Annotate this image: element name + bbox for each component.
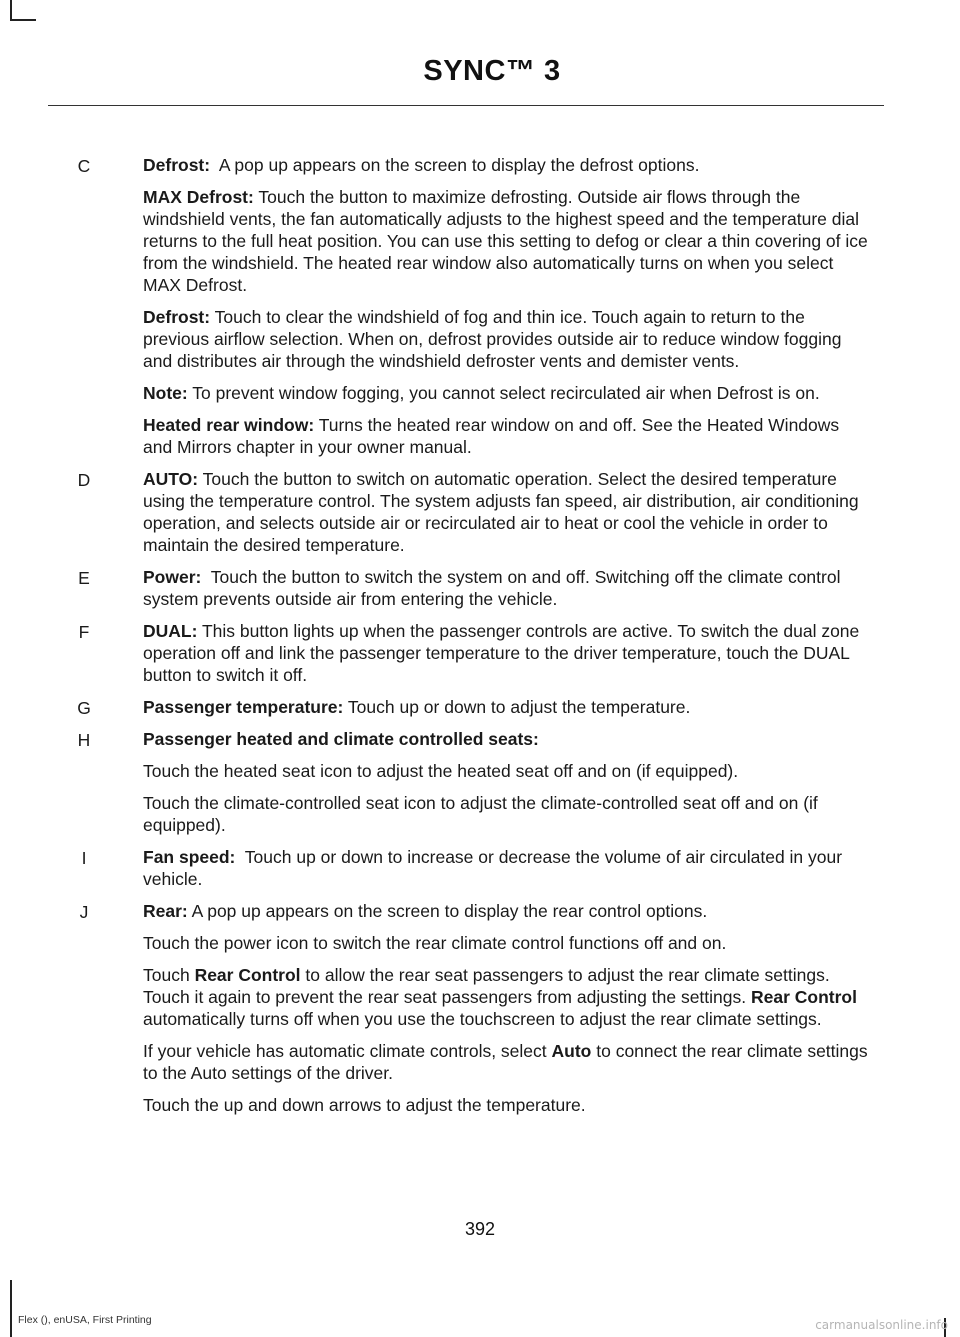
- list-item: [0, 566, 960, 610]
- item-letter: G: [77, 698, 91, 718]
- header-divider: [48, 105, 884, 106]
- watermark: carmanualsonline.info: [815, 1318, 948, 1332]
- item-paragraph: [143, 846, 873, 890]
- item-letter: E: [78, 568, 90, 588]
- body-text: to connect the rear climate settings to the Auto settings of the driver.: [143, 1041, 868, 1083]
- list-item: [0, 728, 960, 836]
- item-paragraph: [143, 468, 873, 556]
- bold-term: Rear Control: [194, 965, 301, 985]
- body-text: Turns the heated rear window on and off. See the Heated Windows and Mirrors chapter in your owner manual.: [143, 415, 845, 457]
- crop-mark-bottom-left: [10, 1280, 12, 1337]
- body-text: Touch up or down to adjust the temperature.: [343, 697, 691, 717]
- item-paragraph: [143, 760, 873, 782]
- item-paragraph: [143, 900, 873, 922]
- body-text: automatically turns off when you use the touchscreen to adjust the rear climate settings.: [143, 1009, 822, 1029]
- list-item: [0, 696, 960, 718]
- item-paragraph: [143, 696, 873, 718]
- bold-term: Passenger temperature:: [143, 697, 344, 717]
- body-text: to allow the rear seat passengers to adjust the rear climate settings. Touch it again to prevent the rear seat passengers from adjusting the settings.: [143, 965, 830, 1007]
- bold-term: Rear:: [143, 901, 188, 921]
- list-item: [0, 846, 960, 890]
- bold-term: Fan speed:: [143, 847, 236, 867]
- bold-term: Passenger heated and climate controlled seats:: [143, 729, 539, 749]
- item-paragraph: [143, 792, 873, 836]
- body-text: Touch to clear the windshield of fog and thin ice. Touch again to return to the previous airflow selection. When on, defrost provides outside air to reduce window fogging and distributes air through the windshield defroster vents and demister vents.: [143, 307, 847, 371]
- item-letter: F: [78, 622, 90, 642]
- page-header-title: SYNC™ 3: [423, 55, 561, 87]
- item-paragraph: [143, 728, 873, 750]
- item-paragraph: [143, 1094, 873, 1116]
- item-paragraph: [143, 620, 873, 686]
- item-letter: D: [77, 470, 91, 490]
- body-text: Touch the button to maximize defrosting. Outside air flows through the windshield vents, the fan automatically adjusts to the highest speed and the temperature dial returns to the full heat position. You can use this setting to defog or clear a thin covering of ice from the windshield. The heated rear window also automatically turns on when you select MAX Defrost.: [143, 187, 873, 295]
- bold-term: Auto: [551, 1041, 592, 1061]
- list-item: [0, 900, 960, 1116]
- list-item: [0, 620, 960, 686]
- crop-mark-top-left: [10, 0, 12, 20]
- body-text: To prevent window fogging, you cannot select recirculated air when Defrost is on.: [187, 383, 820, 403]
- body-text: Touch the up and down arrows to adjust the temperature.: [143, 1095, 586, 1115]
- bold-term: MAX Defrost:: [143, 187, 254, 207]
- bold-term: Defrost:: [143, 155, 211, 175]
- bold-term: Heated rear window:: [143, 415, 315, 435]
- item-paragraph: [143, 414, 873, 458]
- list-item: [0, 468, 960, 556]
- item-letter: H: [77, 730, 91, 750]
- item-paragraph: [143, 932, 873, 954]
- item-letter: J: [79, 902, 89, 922]
- body-text: Touch the button to switch on automatic operation. Select the desired temperature using the temperature control. The system adjusts fan speed, air distribution, air conditioning operation, and selects outside air or recirculated air to heat or cool the vehicle in order to maintain the desired temperature.: [143, 469, 864, 555]
- item-paragraph: [143, 964, 873, 1030]
- body-text: This button lights up when the passenger controls are active. To switch the dual zone operation off and link the passenger temperature to the driver temperature, touch the DUAL button to switch it off.: [143, 621, 865, 685]
- body-text: Touch up or down to increase or decrease the volume of air circulated in your vehicle.: [143, 847, 847, 889]
- bold-term: Power:: [143, 567, 202, 587]
- body-text: Touch the heated seat icon to adjust the heated seat off and on (if equipped).: [143, 761, 739, 781]
- item-paragraph: [143, 566, 873, 610]
- item-letter: I: [81, 848, 87, 868]
- item-paragraph: [143, 1040, 873, 1084]
- crop-mark-top-left: [10, 19, 36, 21]
- footer-print-info: Flex (), enUSA, First Printing: [18, 1314, 152, 1326]
- bold-term: DUAL:: [143, 621, 198, 641]
- body-text: If your vehicle has automatic climate controls, select: [143, 1041, 552, 1061]
- list-item: [0, 154, 960, 458]
- item-paragraph: [143, 186, 873, 296]
- content-list: [0, 154, 960, 1126]
- item-letter: C: [77, 156, 91, 176]
- item-paragraph: [143, 154, 873, 176]
- body-text: A pop up appears on the screen to display the rear control options.: [187, 901, 708, 921]
- body-text: Touch the climate-controlled seat icon to adjust the climate-controlled seat off and on (if equipped).: [143, 793, 823, 835]
- bold-term: AUTO:: [143, 469, 199, 489]
- body-text: Touch the button to switch the system on and off. Switching off the climate control system prevents outside air from entering the vehicle.: [143, 567, 846, 609]
- bold-term: Note:: [143, 383, 188, 403]
- body-text: Touch the power icon to switch the rear climate control functions off and on.: [143, 933, 727, 953]
- bold-term: Defrost:: [143, 307, 211, 327]
- page-number: 392: [464, 1219, 496, 1239]
- body-text: A pop up appears on the screen to display the defrost options.: [210, 155, 700, 175]
- item-paragraph: [143, 382, 873, 404]
- item-paragraph: [143, 306, 873, 372]
- bold-term: Rear Control: [751, 987, 857, 1007]
- body-text: Touch: [143, 965, 195, 985]
